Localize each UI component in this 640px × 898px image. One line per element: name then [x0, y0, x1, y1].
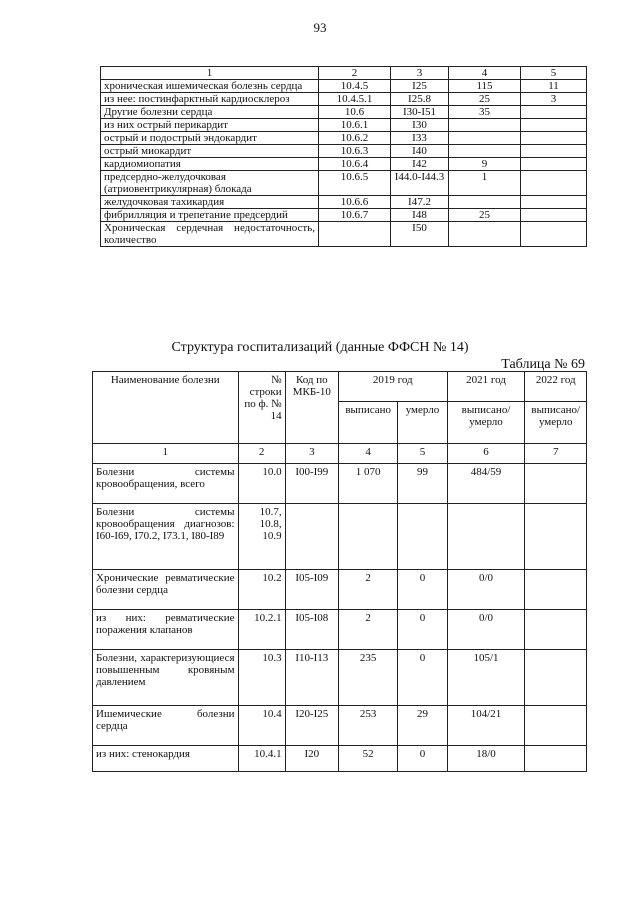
table-row: [101, 106, 587, 119]
row-number-cell: 10.3: [238, 650, 285, 706]
table-row: [101, 196, 587, 209]
table-row: [101, 209, 587, 222]
table-row: [93, 504, 587, 570]
col-number: 3: [391, 67, 449, 80]
value-cell: [521, 106, 587, 119]
disease-name-cell: хроническая ишемическая болезнь сердца: [101, 80, 319, 93]
discharged-2019-cell: 1 070: [338, 464, 397, 504]
disease-name-cell: кардиомиопатия: [101, 158, 319, 171]
table-row: [93, 650, 587, 706]
col-number: 4: [338, 444, 397, 464]
header-icd-code: Код по МКБ-10: [285, 372, 338, 444]
row-number-cell: 10.2: [238, 570, 285, 610]
row-code-cell: 10.6.7: [319, 209, 391, 222]
disease-table-continuation: [100, 66, 587, 247]
value-cell: [521, 132, 587, 145]
value-2022-cell: [525, 746, 587, 772]
icd-code-cell: I05-I09: [285, 570, 338, 610]
icd-code-cell: I20: [285, 746, 338, 772]
value-cell: [449, 222, 521, 247]
row-number-cell: 10.4.1: [238, 746, 285, 772]
value-2021-cell: 104/21: [447, 706, 525, 746]
disease-name-cell: острый миокардит: [101, 145, 319, 158]
table-row: [101, 145, 587, 158]
value-cell: [449, 132, 521, 145]
header-disease-name: Наименование болезни: [93, 372, 239, 444]
table1-column-numbers: [101, 67, 587, 80]
table-label: Таблица № 69: [501, 357, 585, 372]
value-2022-cell: [525, 610, 587, 650]
col-number: 2: [319, 67, 391, 80]
value-cell: [521, 222, 587, 247]
row-number-cell: 10.0: [238, 464, 285, 504]
value-2022-cell: [525, 706, 587, 746]
icd-code-cell: I42: [391, 158, 449, 171]
disease-name-cell: предсердно-желудочковая (атриовентрикулярная) блокада: [101, 171, 319, 196]
row-code-cell: 10.6.4: [319, 158, 391, 171]
disease-name-cell: из них: ревматические поражения клапанов: [93, 610, 239, 650]
row-code-cell: 10.6: [319, 106, 391, 119]
value-cell: 25: [449, 93, 521, 106]
header-row-number: № строки по ф. № 14: [238, 372, 285, 444]
disease-name-cell: Хронические ревматические болезни сердца: [93, 570, 239, 610]
discharged-2019-cell: 253: [338, 706, 397, 746]
icd-code-cell: I10-I13: [285, 650, 338, 706]
value-cell: 115: [449, 80, 521, 93]
icd-code-cell: I48: [391, 209, 449, 222]
value-2022-cell: [525, 464, 587, 504]
icd-code-cell: I40: [391, 145, 449, 158]
icd-code-cell: I47.2: [391, 196, 449, 209]
icd-code-cell: I44.0-I44.3: [391, 171, 449, 196]
table-row: [101, 132, 587, 145]
table-row: [93, 464, 587, 504]
disease-name-cell: Другие болезни сердца: [101, 106, 319, 119]
table-row: [101, 158, 587, 171]
table-row: [93, 706, 587, 746]
header-year-2022: 2022 год: [525, 372, 587, 402]
disease-name-cell: из них: стенокардия: [93, 746, 239, 772]
row-number-cell: 10.2.1: [238, 610, 285, 650]
value-cell: 35: [449, 106, 521, 119]
header-died: умерло: [398, 402, 447, 444]
icd-code-cell: I30-I51: [391, 106, 449, 119]
table-row: [101, 222, 587, 247]
discharged-2019-cell: 2: [338, 570, 397, 610]
table-row: [93, 570, 587, 610]
value-cell: 1: [449, 171, 521, 196]
disease-name-cell: из них острый перикардит: [101, 119, 319, 132]
icd-code-cell: I50: [391, 222, 449, 247]
disease-name-cell: из нее: постинфарктный кардиосклероз: [101, 93, 319, 106]
discharged-2019-cell: 2: [338, 610, 397, 650]
col-number: 3: [285, 444, 338, 464]
icd-code-cell: I33: [391, 132, 449, 145]
died-2019-cell: 29: [398, 706, 447, 746]
died-2019-cell: 0: [398, 610, 447, 650]
value-2021-cell: 18/0: [447, 746, 525, 772]
icd-code-cell: I20-I25: [285, 706, 338, 746]
page-number: 93: [313, 20, 327, 35]
discharged-2019-cell: 235: [338, 650, 397, 706]
value-cell: [521, 209, 587, 222]
value-2021-cell: 0/0: [447, 570, 525, 610]
value-2021-cell: 105/1: [447, 650, 525, 706]
icd-code-cell: I30: [391, 119, 449, 132]
table-row: [101, 119, 587, 132]
value-cell: 3: [521, 93, 587, 106]
row-code-cell: 10.6.1: [319, 119, 391, 132]
col-number: 1: [93, 444, 239, 464]
col-number: 7: [525, 444, 587, 464]
value-cell: [521, 158, 587, 171]
row-code-cell: 10.6.3: [319, 145, 391, 158]
disease-name-cell: Ишемические болезни сердца: [93, 706, 239, 746]
value-2022-cell: [525, 504, 587, 570]
value-cell: [449, 196, 521, 209]
died-2019-cell: 0: [398, 570, 447, 610]
disease-name-cell: острый и подострый эндокардит: [101, 132, 319, 145]
value-cell: [521, 171, 587, 196]
row-code-cell: 10.6.2: [319, 132, 391, 145]
died-2019-cell: 99: [398, 464, 447, 504]
disease-name-cell: фибрилляция и трепетание предсердий: [101, 209, 319, 222]
header-discharged-died-2021: выписано/ умерло: [447, 402, 525, 444]
table-row: [101, 93, 587, 106]
table-row: [93, 610, 587, 650]
row-code-cell: 10.6.6: [319, 196, 391, 209]
disease-name-cell: Болезни, характеризующиеся повышенным кровяным давлением: [93, 650, 239, 706]
discharged-2019-cell: [338, 504, 397, 570]
row-code-cell: 10.6.5: [319, 171, 391, 196]
value-cell: 25: [449, 209, 521, 222]
died-2019-cell: [398, 504, 447, 570]
header-discharged: выписано: [338, 402, 397, 444]
value-cell: [521, 145, 587, 158]
icd-code-cell: I25.8: [391, 93, 449, 106]
value-2021-cell: [447, 504, 525, 570]
disease-name-cell: Болезни системы кровообращения диагнозов: I60-I69, I70.2, I73.1, I80-I89: [93, 504, 239, 570]
value-cell: [521, 196, 587, 209]
died-2019-cell: 0: [398, 746, 447, 772]
disease-name-cell: желудочковая тахикардия: [101, 196, 319, 209]
table-row: [93, 746, 587, 772]
value-2022-cell: [525, 650, 587, 706]
value-2021-cell: 0/0: [447, 610, 525, 650]
col-number: 1: [101, 67, 319, 80]
header-year-2021: 2021 год: [447, 372, 525, 402]
col-number: 2: [238, 444, 285, 464]
col-number: 5: [521, 67, 587, 80]
row-code-cell: [319, 222, 391, 247]
col-number: 5: [398, 444, 447, 464]
disease-name-cell: Хроническая сердечная недостаточность, количество: [101, 222, 319, 247]
died-2019-cell: 0: [398, 650, 447, 706]
value-cell: [449, 119, 521, 132]
col-number: 6: [447, 444, 525, 464]
discharged-2019-cell: 52: [338, 746, 397, 772]
value-2021-cell: 484/59: [447, 464, 525, 504]
row-code-cell: 10.4.5.1: [319, 93, 391, 106]
value-cell: 9: [449, 158, 521, 171]
hospitalization-table: [92, 371, 587, 772]
row-code-cell: 10.4.5: [319, 80, 391, 93]
row-number-cell: 10.4: [238, 706, 285, 746]
value-cell: [449, 145, 521, 158]
row-number-cell: 10.7, 10.8, 10.9: [238, 504, 285, 570]
disease-name-cell: Болезни системы кровообращения, всего: [93, 464, 239, 504]
col-number: 4: [449, 67, 521, 80]
icd-code-cell: I05-I08: [285, 610, 338, 650]
table-row: [101, 80, 587, 93]
header-year-2019: 2019 год: [338, 372, 447, 402]
icd-code-cell: I00-I99: [285, 464, 338, 504]
table2-column-numbers: [93, 444, 587, 464]
icd-code-cell: I25: [391, 80, 449, 93]
value-2022-cell: [525, 570, 587, 610]
section-title: Структура госпитализаций (данные ФФСН № 14): [171, 340, 469, 355]
value-cell: [521, 119, 587, 132]
icd-code-cell: [285, 504, 338, 570]
table-row: [101, 171, 587, 196]
header-discharged-died-2022: выписано/ умерло: [525, 402, 587, 444]
value-cell: 11: [521, 80, 587, 93]
